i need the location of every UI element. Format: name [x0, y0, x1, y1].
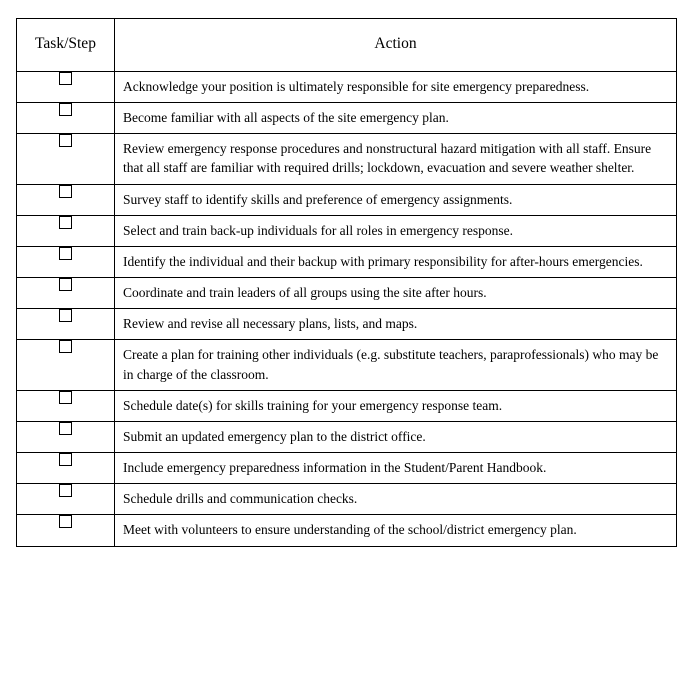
task-cell	[17, 515, 115, 546]
action-cell: Create a plan for training other individuals (e.g. substitute teachers, paraprofessionals) who may be in charge of the classroom.	[115, 340, 677, 390]
table-row	[17, 515, 677, 546]
table-row	[17, 340, 677, 390]
checkbox-icon[interactable]	[59, 515, 72, 528]
action-cell: Identify the individual and their backup with primary responsibility for after-hours emergencies.	[115, 246, 677, 277]
task-cell	[17, 453, 115, 484]
checkbox-icon[interactable]	[59, 309, 72, 322]
checkbox-icon[interactable]	[59, 340, 72, 353]
checkbox-icon[interactable]	[59, 453, 72, 466]
table-row	[17, 184, 677, 215]
task-cell	[17, 390, 115, 421]
checkbox-icon[interactable]	[59, 216, 72, 229]
checkbox-icon[interactable]	[59, 484, 72, 497]
table-row	[17, 246, 677, 277]
checkbox-icon[interactable]	[59, 278, 72, 291]
checkbox-icon[interactable]	[59, 185, 72, 198]
task-cell	[17, 340, 115, 390]
action-cell: Survey staff to identify skills and preference of emergency assignments.	[115, 184, 677, 215]
checkbox-icon[interactable]	[59, 391, 72, 404]
table-row	[17, 134, 677, 184]
action-cell: Acknowledge your position is ultimately responsible for site emergency preparedness.	[115, 72, 677, 103]
checkbox-icon[interactable]	[59, 247, 72, 260]
table-row	[17, 390, 677, 421]
table-header-row	[17, 19, 677, 72]
checkbox-icon[interactable]	[59, 72, 72, 85]
table-row	[17, 309, 677, 340]
table-header	[17, 19, 677, 72]
action-cell: Schedule date(s) for skills training for your emergency response team.	[115, 390, 677, 421]
task-cell	[17, 184, 115, 215]
table-row	[17, 72, 677, 103]
checkbox-icon[interactable]	[59, 103, 72, 116]
action-cell: Review and revise all necessary plans, lists, and maps.	[115, 309, 677, 340]
table-body	[17, 72, 677, 547]
table-row	[17, 278, 677, 309]
action-cell: Meet with volunteers to ensure understanding of the school/district emergency plan.	[115, 515, 677, 546]
column-header-task-step: Task/Step	[17, 19, 115, 72]
task-cell	[17, 309, 115, 340]
task-cell	[17, 72, 115, 103]
action-cell: Schedule drills and communication checks.	[115, 484, 677, 515]
task-cell	[17, 103, 115, 134]
action-cell: Coordinate and train leaders of all groups using the site after hours.	[115, 278, 677, 309]
action-cell: Select and train back-up individuals for all roles in emergency response.	[115, 215, 677, 246]
table-row	[17, 484, 677, 515]
task-cell	[17, 421, 115, 452]
table-row	[17, 453, 677, 484]
action-cell: Submit an updated emergency plan to the district office.	[115, 421, 677, 452]
task-cell	[17, 134, 115, 184]
checkbox-icon[interactable]	[59, 134, 72, 147]
task-cell	[17, 215, 115, 246]
action-cell: Become familiar with all aspects of the site emergency plan.	[115, 103, 677, 134]
column-header-action: Action	[115, 19, 677, 72]
task-cell	[17, 278, 115, 309]
task-cell	[17, 484, 115, 515]
emergency-preparedness-checklist-table	[16, 18, 677, 547]
table-row	[17, 215, 677, 246]
table-row	[17, 103, 677, 134]
checkbox-icon[interactable]	[59, 422, 72, 435]
table-row	[17, 421, 677, 452]
action-cell: Include emergency preparedness information in the Student/Parent Handbook.	[115, 453, 677, 484]
action-cell: Review emergency response procedures and nonstructural hazard mitigation with all staff. Ensure that all staff are familiar with required drills; lockdown, evacuation and severe weather shelter.	[115, 134, 677, 184]
task-cell	[17, 246, 115, 277]
